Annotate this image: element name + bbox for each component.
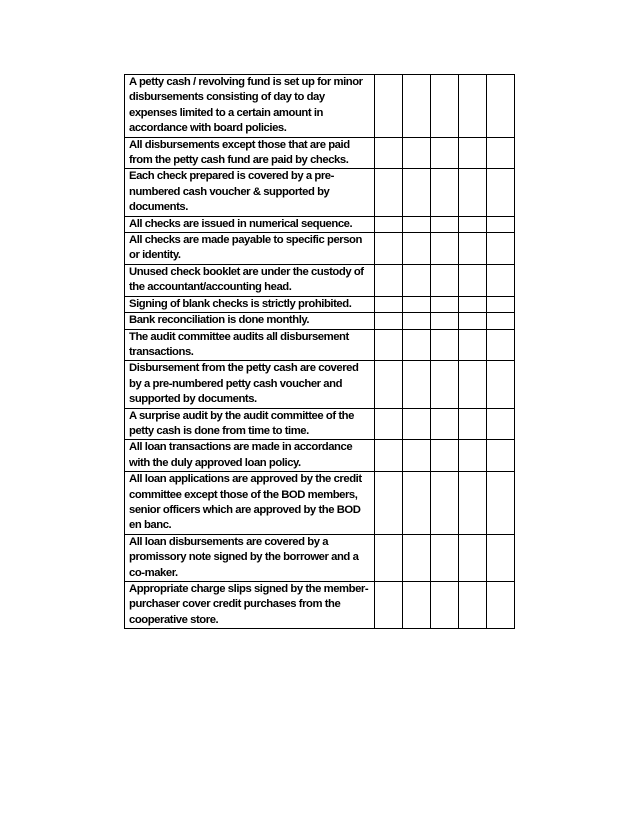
check-cell[interactable] xyxy=(403,75,431,138)
check-cell[interactable] xyxy=(487,329,515,361)
checklist-item-text: All checks are issued in numerical sequence. xyxy=(125,216,375,232)
check-cell[interactable] xyxy=(403,216,431,232)
check-cell[interactable] xyxy=(459,313,487,329)
check-cell[interactable] xyxy=(403,233,431,265)
check-cell[interactable] xyxy=(487,582,515,629)
check-cell[interactable] xyxy=(459,233,487,265)
check-cell[interactable] xyxy=(431,216,459,232)
check-cell[interactable] xyxy=(487,472,515,535)
checklist-row xyxy=(125,169,515,216)
check-cell[interactable] xyxy=(431,233,459,265)
check-cell[interactable] xyxy=(431,169,459,216)
check-cell[interactable] xyxy=(375,361,403,408)
checklist-item-text: Unused check booklet are under the custody of the accountant/accounting head. xyxy=(125,264,375,296)
check-cell[interactable] xyxy=(487,137,515,169)
check-cell[interactable] xyxy=(431,137,459,169)
check-cell[interactable] xyxy=(375,472,403,535)
check-cell[interactable] xyxy=(431,582,459,629)
check-cell[interactable] xyxy=(487,75,515,138)
check-cell[interactable] xyxy=(375,313,403,329)
check-cell[interactable] xyxy=(403,296,431,312)
check-cell[interactable] xyxy=(375,169,403,216)
checklist-row xyxy=(125,582,515,629)
check-cell[interactable] xyxy=(487,440,515,472)
check-cell[interactable] xyxy=(431,264,459,296)
checklist-item-text: All disbursements except those that are paid from the petty cash fund are paid by checks. xyxy=(125,137,375,169)
checklist-row xyxy=(125,534,515,581)
checklist-item-text: The audit committee audits all disbursement transactions. xyxy=(125,329,375,361)
check-cell[interactable] xyxy=(403,582,431,629)
check-cell[interactable] xyxy=(403,408,431,440)
check-cell[interactable] xyxy=(431,472,459,535)
checklist-item-text: Disbursement from the petty cash are covered by a pre-numbered petty cash voucher and supported by documents. xyxy=(125,361,375,408)
check-cell[interactable] xyxy=(459,361,487,408)
check-cell[interactable] xyxy=(403,264,431,296)
check-cell[interactable] xyxy=(459,408,487,440)
check-cell[interactable] xyxy=(375,582,403,629)
check-cell[interactable] xyxy=(375,408,403,440)
checklist-item-text: Bank reconciliation is done monthly. xyxy=(125,313,375,329)
checklist-row xyxy=(125,313,515,329)
check-cell[interactable] xyxy=(459,534,487,581)
check-cell[interactable] xyxy=(403,329,431,361)
check-cell[interactable] xyxy=(431,296,459,312)
check-cell[interactable] xyxy=(459,264,487,296)
check-cell[interactable] xyxy=(375,264,403,296)
check-cell[interactable] xyxy=(431,313,459,329)
checklist-row xyxy=(125,296,515,312)
checklist-row xyxy=(125,233,515,265)
check-cell[interactable] xyxy=(459,472,487,535)
check-cell[interactable] xyxy=(487,534,515,581)
check-cell[interactable] xyxy=(487,216,515,232)
check-cell[interactable] xyxy=(403,137,431,169)
check-cell[interactable] xyxy=(403,534,431,581)
check-cell[interactable] xyxy=(459,296,487,312)
check-cell[interactable] xyxy=(459,216,487,232)
checklist-item-text: Signing of blank checks is strictly prohibited. xyxy=(125,296,375,312)
check-cell[interactable] xyxy=(487,169,515,216)
checklist-item-text: All checks are made payable to specific person or identity. xyxy=(125,233,375,265)
checklist-row xyxy=(125,75,515,138)
checklist-item-text: Appropriate charge slips signed by the member-purchaser cover credit purchases from the cooperative store. xyxy=(125,582,375,629)
check-cell[interactable] xyxy=(487,361,515,408)
check-cell[interactable] xyxy=(375,329,403,361)
check-cell[interactable] xyxy=(459,440,487,472)
audit-checklist-table xyxy=(124,74,515,629)
checklist-row xyxy=(125,440,515,472)
check-cell[interactable] xyxy=(431,329,459,361)
checklist-item-text: All loan applications are approved by the credit committee except those of the BOD members, senior officers which are approved by the BOD en banc. xyxy=(125,472,375,535)
check-cell[interactable] xyxy=(403,169,431,216)
checklist-row xyxy=(125,264,515,296)
check-cell[interactable] xyxy=(487,313,515,329)
checklist-row xyxy=(125,216,515,232)
check-cell[interactable] xyxy=(487,296,515,312)
checklist-row xyxy=(125,329,515,361)
checklist-item-text: All loan disbursements are covered by a promissory note signed by the borrower and a co-maker. xyxy=(125,534,375,581)
check-cell[interactable] xyxy=(375,137,403,169)
check-cell[interactable] xyxy=(431,408,459,440)
check-cell[interactable] xyxy=(459,75,487,138)
check-cell[interactable] xyxy=(375,233,403,265)
check-cell[interactable] xyxy=(403,440,431,472)
check-cell[interactable] xyxy=(431,361,459,408)
check-cell[interactable] xyxy=(375,216,403,232)
checklist-row xyxy=(125,408,515,440)
check-cell[interactable] xyxy=(375,75,403,138)
check-cell[interactable] xyxy=(487,264,515,296)
check-cell[interactable] xyxy=(375,534,403,581)
checklist-row xyxy=(125,137,515,169)
check-cell[interactable] xyxy=(459,582,487,629)
check-cell[interactable] xyxy=(487,233,515,265)
check-cell[interactable] xyxy=(487,408,515,440)
check-cell[interactable] xyxy=(459,137,487,169)
check-cell[interactable] xyxy=(431,440,459,472)
checklist-row xyxy=(125,472,515,535)
checklist-item-text: Each check prepared is covered by a pre-numbered cash voucher & supported by documents. xyxy=(125,169,375,216)
check-cell[interactable] xyxy=(403,313,431,329)
check-cell[interactable] xyxy=(403,361,431,408)
checklist-item-text: All loan transactions are made in accordance with the duly approved loan policy. xyxy=(125,440,375,472)
check-cell[interactable] xyxy=(459,169,487,216)
checklist-row xyxy=(125,361,515,408)
check-cell[interactable] xyxy=(431,534,459,581)
checklist-item-text: A petty cash / revolving fund is set up for minor disbursements consisting of day to day expenses limited to a certain amount in accordance with board policies. xyxy=(125,75,375,138)
check-cell[interactable] xyxy=(375,296,403,312)
check-cell[interactable] xyxy=(375,440,403,472)
checklist-item-text: A surprise audit by the audit committee of the petty cash is done from time to time. xyxy=(125,408,375,440)
check-cell[interactable] xyxy=(431,75,459,138)
check-cell[interactable] xyxy=(403,472,431,535)
check-cell[interactable] xyxy=(459,329,487,361)
